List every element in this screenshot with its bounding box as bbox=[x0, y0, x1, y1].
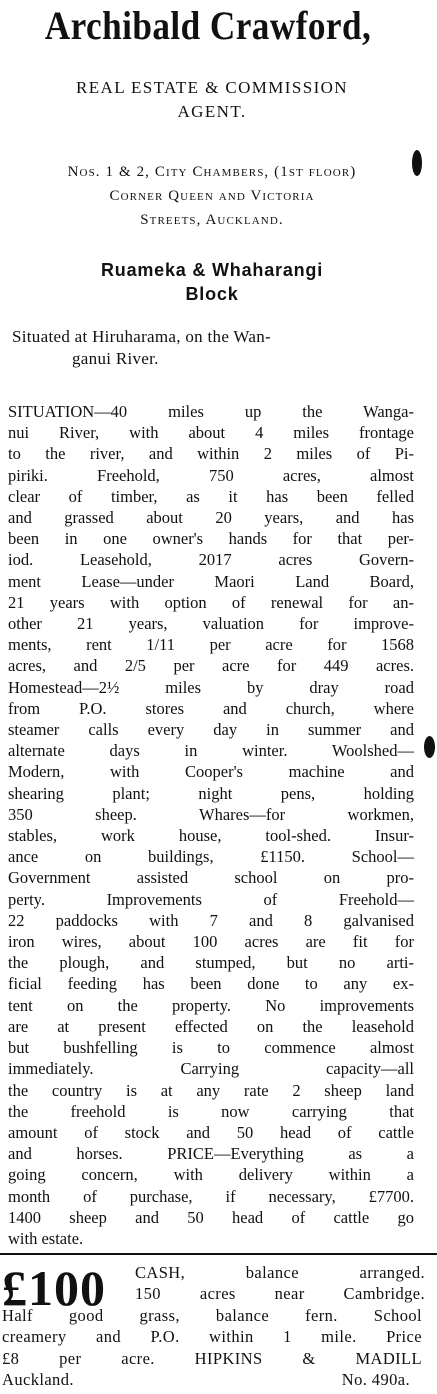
description-line: alternate days in winter. Woolshed— bbox=[8, 741, 414, 761]
description-line: Homestead—2½ miles by dray road bbox=[8, 677, 414, 697]
description-line: the country is at any rate 2 sheep land bbox=[8, 1080, 414, 1100]
advertiser-address bbox=[0, 160, 424, 232]
description-line: perty. Improvements of Freehold— bbox=[8, 889, 414, 909]
description-line: amount of stock and 50 head of cattle bbox=[8, 1122, 414, 1142]
description-line: ficial feeding has been done to any ex- bbox=[8, 974, 414, 994]
description-line: and grassed about 20 years, and has bbox=[8, 508, 414, 528]
ink-blot-mark bbox=[412, 150, 422, 176]
description-line: ance on buildings, £1150. School— bbox=[8, 847, 414, 867]
ad-last-line bbox=[2, 1369, 422, 1390]
ad-line: £8 per acre. HIPKINS & MADILL bbox=[2, 1348, 422, 1368]
description-line: 22 paddocks with 7 and 8 galvanised bbox=[8, 910, 414, 930]
description-line: shearing plant; night pens, holding bbox=[8, 783, 414, 803]
ad-line: creamery and P.O. within 1 mile. Price bbox=[2, 1327, 422, 1347]
second-ad-side-text bbox=[135, 1262, 425, 1305]
address-line: Corner Queen and Victoria bbox=[109, 188, 315, 204]
description-line: SITUATION—40 miles up the Wanga- bbox=[8, 402, 414, 421]
second-ad-price: £100 bbox=[2, 1260, 106, 1316]
description-line: nui River, with about 4 miles frontage bbox=[8, 423, 414, 443]
description-line: iod. Leasehold, 2017 acres Govern- bbox=[8, 550, 414, 570]
description-line: 21 years with option of renewal for an- bbox=[8, 592, 414, 612]
second-ad-text bbox=[2, 1305, 422, 1391]
address-line: Streets, Auckland. bbox=[140, 212, 284, 228]
column-divider bbox=[0, 1253, 437, 1255]
description-line: the freehold is now carrying that bbox=[8, 1101, 414, 1121]
description-line: and horses. PRICE—Everything as a bbox=[8, 1144, 414, 1164]
description-line: Government assisted school on pro- bbox=[8, 868, 414, 888]
address-line: Nos. 1 & 2, City Chambers, (1st floor) bbox=[67, 164, 357, 180]
ad-line: CASH, balance arranged. bbox=[135, 1263, 425, 1282]
description-line: are at present effected on the leasehold bbox=[8, 1016, 414, 1036]
description-line: immediately. Carrying capacity—all bbox=[8, 1059, 414, 1079]
heading-line: Block bbox=[185, 284, 239, 304]
ink-blot-mark bbox=[424, 736, 435, 758]
description-line: stables, work house, tool-shed. Insur- bbox=[8, 826, 414, 846]
description-line: piriki. Freehold, 750 acres, almost bbox=[8, 465, 414, 485]
description-line: from P.O. stores and church, where bbox=[8, 698, 414, 718]
advertiser-name: Archibald Crawford, bbox=[44, 3, 372, 48]
description-line: going concern, with delivery within a bbox=[8, 1165, 414, 1185]
description-line: iron wires, about 100 acres are fit for bbox=[8, 932, 414, 952]
description-line: acres, and 2/5 per acre for 449 acres. bbox=[8, 656, 414, 676]
location-line: ganui River. bbox=[72, 349, 159, 368]
ad-location: Auckland. bbox=[2, 1370, 74, 1390]
description-line: Modern, with Cooper's machine and bbox=[8, 762, 414, 782]
location-line: Situated at Hiruharama, on the Wan- bbox=[12, 327, 272, 346]
description-line: 1400 sheep and 50 head of cattle go bbox=[8, 1207, 414, 1227]
description-line: month of purchase, if necessary, £7700. bbox=[8, 1186, 414, 1206]
listing-description bbox=[8, 401, 414, 1249]
description-line: to the river, and within 2 miles of Pi- bbox=[8, 444, 414, 464]
description-line: ments, rent 1/11 per acre for 1568 bbox=[8, 635, 414, 655]
occupation-line: REAL ESTATE & COMMISSION bbox=[76, 78, 348, 97]
advertiser-occupation bbox=[0, 76, 424, 124]
description-line: with estate. bbox=[8, 1228, 84, 1248]
occupation-line: AGENT. bbox=[177, 102, 247, 121]
description-line: 350 sheep. Whares—for workmen, bbox=[8, 804, 414, 824]
description-line: clear of timber, as it has been felled bbox=[8, 486, 414, 506]
description-line: steamer calls every day in summer and bbox=[8, 720, 414, 740]
description-line: but bushfelling is to commence almost bbox=[8, 1038, 414, 1058]
listing-heading bbox=[0, 258, 424, 306]
listing-location bbox=[12, 326, 412, 370]
heading-line: Ruameka & Whaharangi bbox=[100, 260, 324, 280]
description-line: ment Lease—under Maori Land Board, bbox=[8, 571, 414, 591]
description-line: the plough, and stumped, but no arti- bbox=[8, 953, 414, 973]
description-line: tent on the property. No improvements bbox=[8, 995, 414, 1015]
ad-line: 150 acres near Cambridge. bbox=[135, 1284, 425, 1304]
ad-line: Half good grass, balance fern. School bbox=[2, 1306, 422, 1325]
description-line: other 21 years, valuation for improve- bbox=[8, 614, 414, 634]
ad-reference-number: No. 490a. bbox=[341, 1370, 410, 1390]
description-line: been in one owner's hands for that per- bbox=[8, 529, 414, 549]
